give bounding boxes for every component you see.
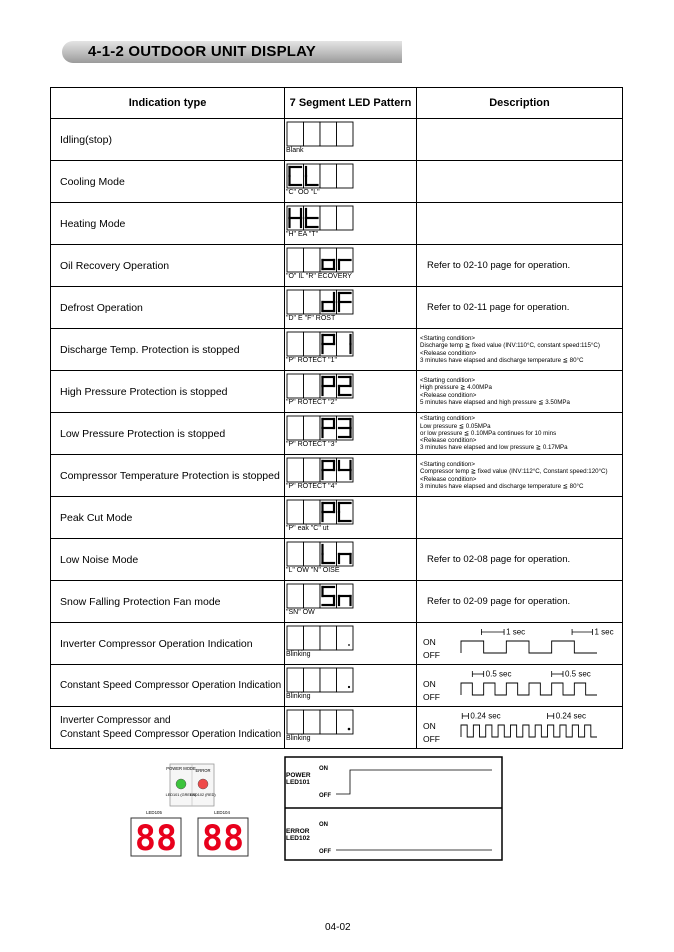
table-row	[51, 623, 623, 665]
seven-segment-display	[286, 205, 356, 231]
digit-cell	[287, 542, 304, 566]
indication-cell: Cooling Mode	[51, 161, 285, 203]
page-number: 04-02	[325, 922, 351, 933]
description-cell	[417, 623, 623, 665]
error-label: ERROR	[195, 768, 211, 773]
power-led101-label: POWER LED101	[286, 772, 311, 786]
digit-cell	[287, 122, 304, 146]
led-pattern-cell	[285, 161, 417, 203]
waveform-line	[461, 641, 597, 653]
indication-cell: Peak Cut Mode	[51, 497, 285, 539]
seven-segment-display	[286, 163, 356, 189]
indication-cell: High Pressure Protection is stopped	[51, 371, 285, 413]
indication-text: Constant Speed Compressor Operation Indication	[60, 728, 282, 740]
digit-cell	[337, 626, 354, 650]
digit-cell	[304, 374, 321, 398]
digit-cell	[304, 248, 321, 272]
digit-cell	[304, 332, 321, 356]
table-row	[51, 245, 623, 287]
led-pattern-cell	[285, 455, 417, 497]
on-label: ON	[423, 636, 436, 647]
led-caption: "P" eak "C" ut	[286, 525, 329, 532]
led101-label: LED101 (GREEN)	[165, 793, 197, 797]
header-description: Description	[417, 88, 623, 119]
digit-cell	[320, 206, 337, 230]
header-indication: Indication type	[51, 88, 285, 119]
power-on-label: ON	[319, 766, 328, 772]
timing-diagram	[425, 709, 622, 747]
description-cell: Refer to 02-09 page for operation.	[417, 581, 623, 623]
error-on-label: ON	[319, 822, 328, 828]
table-row	[51, 203, 623, 245]
digit-cell	[320, 164, 337, 188]
waveform-svg	[447, 709, 607, 747]
seven-segment-display	[286, 373, 356, 399]
led-pattern-cell	[285, 371, 417, 413]
led-caption: "P" ROTECT "2"	[286, 399, 338, 406]
description-cell	[417, 119, 623, 161]
digit-cell	[304, 458, 321, 482]
description-cell	[417, 455, 623, 497]
led-caption: "D" E "F" ROST	[286, 315, 336, 322]
description-line: <Starting condition>	[420, 461, 476, 469]
description-line: <Starting condition>	[420, 335, 476, 343]
table-row	[51, 707, 623, 749]
period-label: 1 sec	[594, 627, 614, 636]
table-row	[51, 455, 623, 497]
led104-digits: 88	[201, 819, 245, 859]
description-line: <Release condition>	[420, 349, 477, 357]
digit-cell	[287, 416, 304, 440]
section-title: 4-1-2 OUTDOOR UNIT DISPLAY	[88, 43, 317, 60]
status-svg	[284, 756, 504, 862]
indication-cell: Defrost Operation	[51, 287, 285, 329]
seven-segment-display	[286, 667, 356, 693]
period-label: 0.24 sec	[470, 711, 501, 720]
timing-diagram	[425, 625, 622, 663]
waveform-svg	[447, 625, 614, 663]
period-label: 0.24 sec	[555, 711, 586, 720]
digit-cell	[320, 122, 337, 146]
period-marker	[472, 669, 511, 678]
table-row	[51, 581, 623, 623]
digit-cell	[304, 542, 321, 566]
seven-segment-display	[286, 499, 356, 525]
on-label: ON	[423, 678, 436, 689]
led104-label: LED104	[214, 810, 230, 815]
period-marker	[462, 711, 500, 720]
led101-green	[176, 779, 186, 789]
led-pattern-cell	[285, 329, 417, 371]
description-line: Discharge temp ≧ fixed value (INV:110°C, constant speed:115°C)	[420, 342, 600, 350]
table-row	[51, 665, 623, 707]
led-pattern-cell	[285, 581, 417, 623]
digit-cell	[337, 710, 354, 734]
digit-cell	[337, 164, 354, 188]
digit-cell	[304, 122, 321, 146]
digit-cell	[287, 290, 304, 314]
led102-label: LED102 (RED)	[190, 793, 216, 797]
description-line: or low pressure ≦ 0.10MPa continues for 10 mins	[420, 429, 557, 437]
indication-cell: Low Noise Mode	[51, 539, 285, 581]
section-title-bar	[62, 41, 402, 63]
digit-cell	[304, 500, 321, 524]
period-marker	[552, 669, 591, 678]
period-label: 0.5 sec	[485, 669, 512, 678]
led-pattern-cell	[285, 497, 417, 539]
indication-cell: Constant Speed Compressor Operation Indication	[51, 665, 285, 707]
description-line: 3 minutes have elapsed and discharge temperature ≦ 80°C	[420, 482, 584, 490]
table-row	[51, 413, 623, 455]
digit-cell	[287, 500, 304, 524]
led-caption: "O" IL "R" ECOVERY	[286, 273, 352, 280]
board-svg	[126, 762, 256, 862]
led105-label: LED105	[146, 810, 162, 815]
seven-segment-display	[286, 583, 356, 609]
digit-cell	[287, 626, 304, 650]
led-caption: "P" ROTECT "1"	[286, 357, 338, 364]
period-label: 1 sec	[506, 627, 526, 636]
indication-cell: Heating Mode	[51, 203, 285, 245]
led-pattern-cell	[285, 665, 417, 707]
off-label: OFF	[423, 733, 440, 744]
table-row	[51, 161, 623, 203]
period-marker	[548, 711, 586, 720]
board-illustration	[126, 762, 256, 862]
power-mode-label: POWER MODE	[166, 766, 196, 771]
description-cell	[417, 413, 623, 455]
description-line: 5 minutes have elapsed and high pressure ≦ 3.50MPa	[420, 398, 570, 406]
waveform-svg	[447, 667, 607, 705]
description-cell: Refer to 02-11 page for operation.	[417, 287, 623, 329]
led-pattern-cell	[285, 245, 417, 287]
digit-cell	[287, 374, 304, 398]
digit-cell	[287, 332, 304, 356]
blink-dot	[348, 686, 350, 688]
description-line: <Release condition>	[420, 391, 477, 399]
digit-cell	[287, 458, 304, 482]
digit-cell	[304, 584, 321, 608]
led-caption: Blinking	[286, 735, 311, 742]
seven-segment-display	[286, 709, 356, 735]
indication-cell: Idling(stop)	[51, 119, 285, 161]
led-pattern-cell	[285, 119, 417, 161]
indication-cell: Inverter Compressor Operation Indication	[51, 623, 285, 665]
seven-segment-display	[286, 331, 356, 357]
error-off-label: OFF	[319, 849, 331, 855]
table-row	[51, 329, 623, 371]
table-row	[51, 371, 623, 413]
led-caption: "H" EA "T"	[286, 231, 319, 238]
description-cell	[417, 161, 623, 203]
led-caption: Blinking	[286, 651, 311, 658]
description-cell	[417, 371, 623, 413]
digit-cell	[304, 290, 321, 314]
description-line: High pressure ≧ 4.00MPa	[420, 384, 492, 392]
led-caption: "SN" OW	[286, 609, 315, 616]
period-marker	[572, 627, 614, 636]
description-cell	[417, 203, 623, 245]
indication-cell: Oil Recovery Operation	[51, 245, 285, 287]
description-cell	[417, 497, 623, 539]
led-caption: "P" ROTECT "4"	[286, 483, 338, 490]
led-pattern-cell	[285, 203, 417, 245]
indication-cell: Discharge Temp. Protection is stopped	[51, 329, 285, 371]
digit-cell	[287, 248, 304, 272]
led-caption: Blank	[286, 147, 304, 154]
description-line: 3 minutes have elapsed and discharge temperature ≦ 80°C	[420, 356, 584, 364]
blink-dot	[348, 728, 351, 731]
description-line: <Starting condition>	[420, 377, 476, 385]
on-label: ON	[423, 720, 436, 731]
waveform-line	[461, 725, 597, 737]
description-line: <Release condition>	[420, 475, 477, 483]
seven-segment-display	[286, 541, 356, 567]
indication-text: Inverter Compressor and	[60, 714, 171, 726]
digit-cell	[287, 668, 304, 692]
indication-cell: Snow Falling Protection Fan mode	[51, 581, 285, 623]
led102-red	[198, 779, 208, 789]
seven-segment-display	[286, 121, 356, 147]
table-row	[51, 287, 623, 329]
indication-cell: Low Pressure Protection is stopped	[51, 413, 285, 455]
table-row	[51, 119, 623, 161]
seven-segment-display	[286, 625, 356, 651]
digit-cell	[320, 626, 337, 650]
description-line: 3 minutes have elapsed and low pressure ≧ 0.17MPa	[420, 444, 568, 452]
blink-dot	[348, 644, 350, 646]
off-label: OFF	[423, 649, 440, 660]
led-caption: "P" ROTECT "3"	[286, 441, 338, 448]
period-marker	[481, 627, 525, 636]
description-line: Low pressure ≦ 0.05MPa	[420, 422, 491, 430]
digit-cell	[304, 710, 321, 734]
indication-cell	[51, 707, 285, 749]
header-led: 7 Segment LED Pattern	[285, 88, 417, 119]
description-cell	[417, 707, 623, 749]
seven-segment-display	[286, 289, 356, 315]
description-cell: Refer to 02-08 page for operation.	[417, 539, 623, 581]
digit-cell	[304, 668, 321, 692]
digit-cell	[320, 668, 337, 692]
description-line: <Starting condition>	[420, 415, 476, 423]
off-label: OFF	[423, 691, 440, 702]
description-cell	[417, 665, 623, 707]
led-caption: "C" OO "L"	[286, 189, 320, 196]
digit-cell	[304, 626, 321, 650]
led-caption: Blinking	[286, 693, 311, 700]
digit-cell	[337, 668, 354, 692]
led-pattern-cell	[285, 413, 417, 455]
timing-diagram	[425, 667, 622, 705]
display-table	[50, 87, 623, 749]
description-line: <Release condition>	[420, 437, 477, 445]
led-caption: "L" OW "N" OISE	[286, 567, 340, 574]
digit-cell	[320, 710, 337, 734]
digit-cell	[287, 584, 304, 608]
led-pattern-cell	[285, 707, 417, 749]
led-pattern-cell	[285, 539, 417, 581]
power-off-label: OFF	[319, 793, 331, 799]
table-header-row	[51, 88, 623, 119]
error-led102-label: ERROR LED102	[286, 828, 310, 842]
led-pattern-cell	[285, 287, 417, 329]
seven-segment-display	[286, 247, 356, 273]
indication-cell: Compressor Temperature Protection is stopped	[51, 455, 285, 497]
period-label: 0.5 sec	[565, 669, 591, 678]
digit-cell	[287, 710, 304, 734]
description-line: Compressor temp ≧ fixed value (INV:112°C, Constant speed:120°C)	[420, 468, 608, 476]
description-cell	[417, 329, 623, 371]
seven-segment-display	[286, 415, 356, 441]
digit-cell	[337, 122, 354, 146]
led-status-panel	[284, 756, 504, 862]
description-cell: Refer to 02-10 page for operation.	[417, 245, 623, 287]
table-row	[51, 497, 623, 539]
digit-cell	[304, 416, 321, 440]
digit-cell	[337, 206, 354, 230]
seven-segment-display	[286, 457, 356, 483]
led105-digits: 88	[134, 819, 178, 859]
led-pattern-cell	[285, 623, 417, 665]
waveform-line	[461, 683, 597, 695]
table-row	[51, 539, 623, 581]
